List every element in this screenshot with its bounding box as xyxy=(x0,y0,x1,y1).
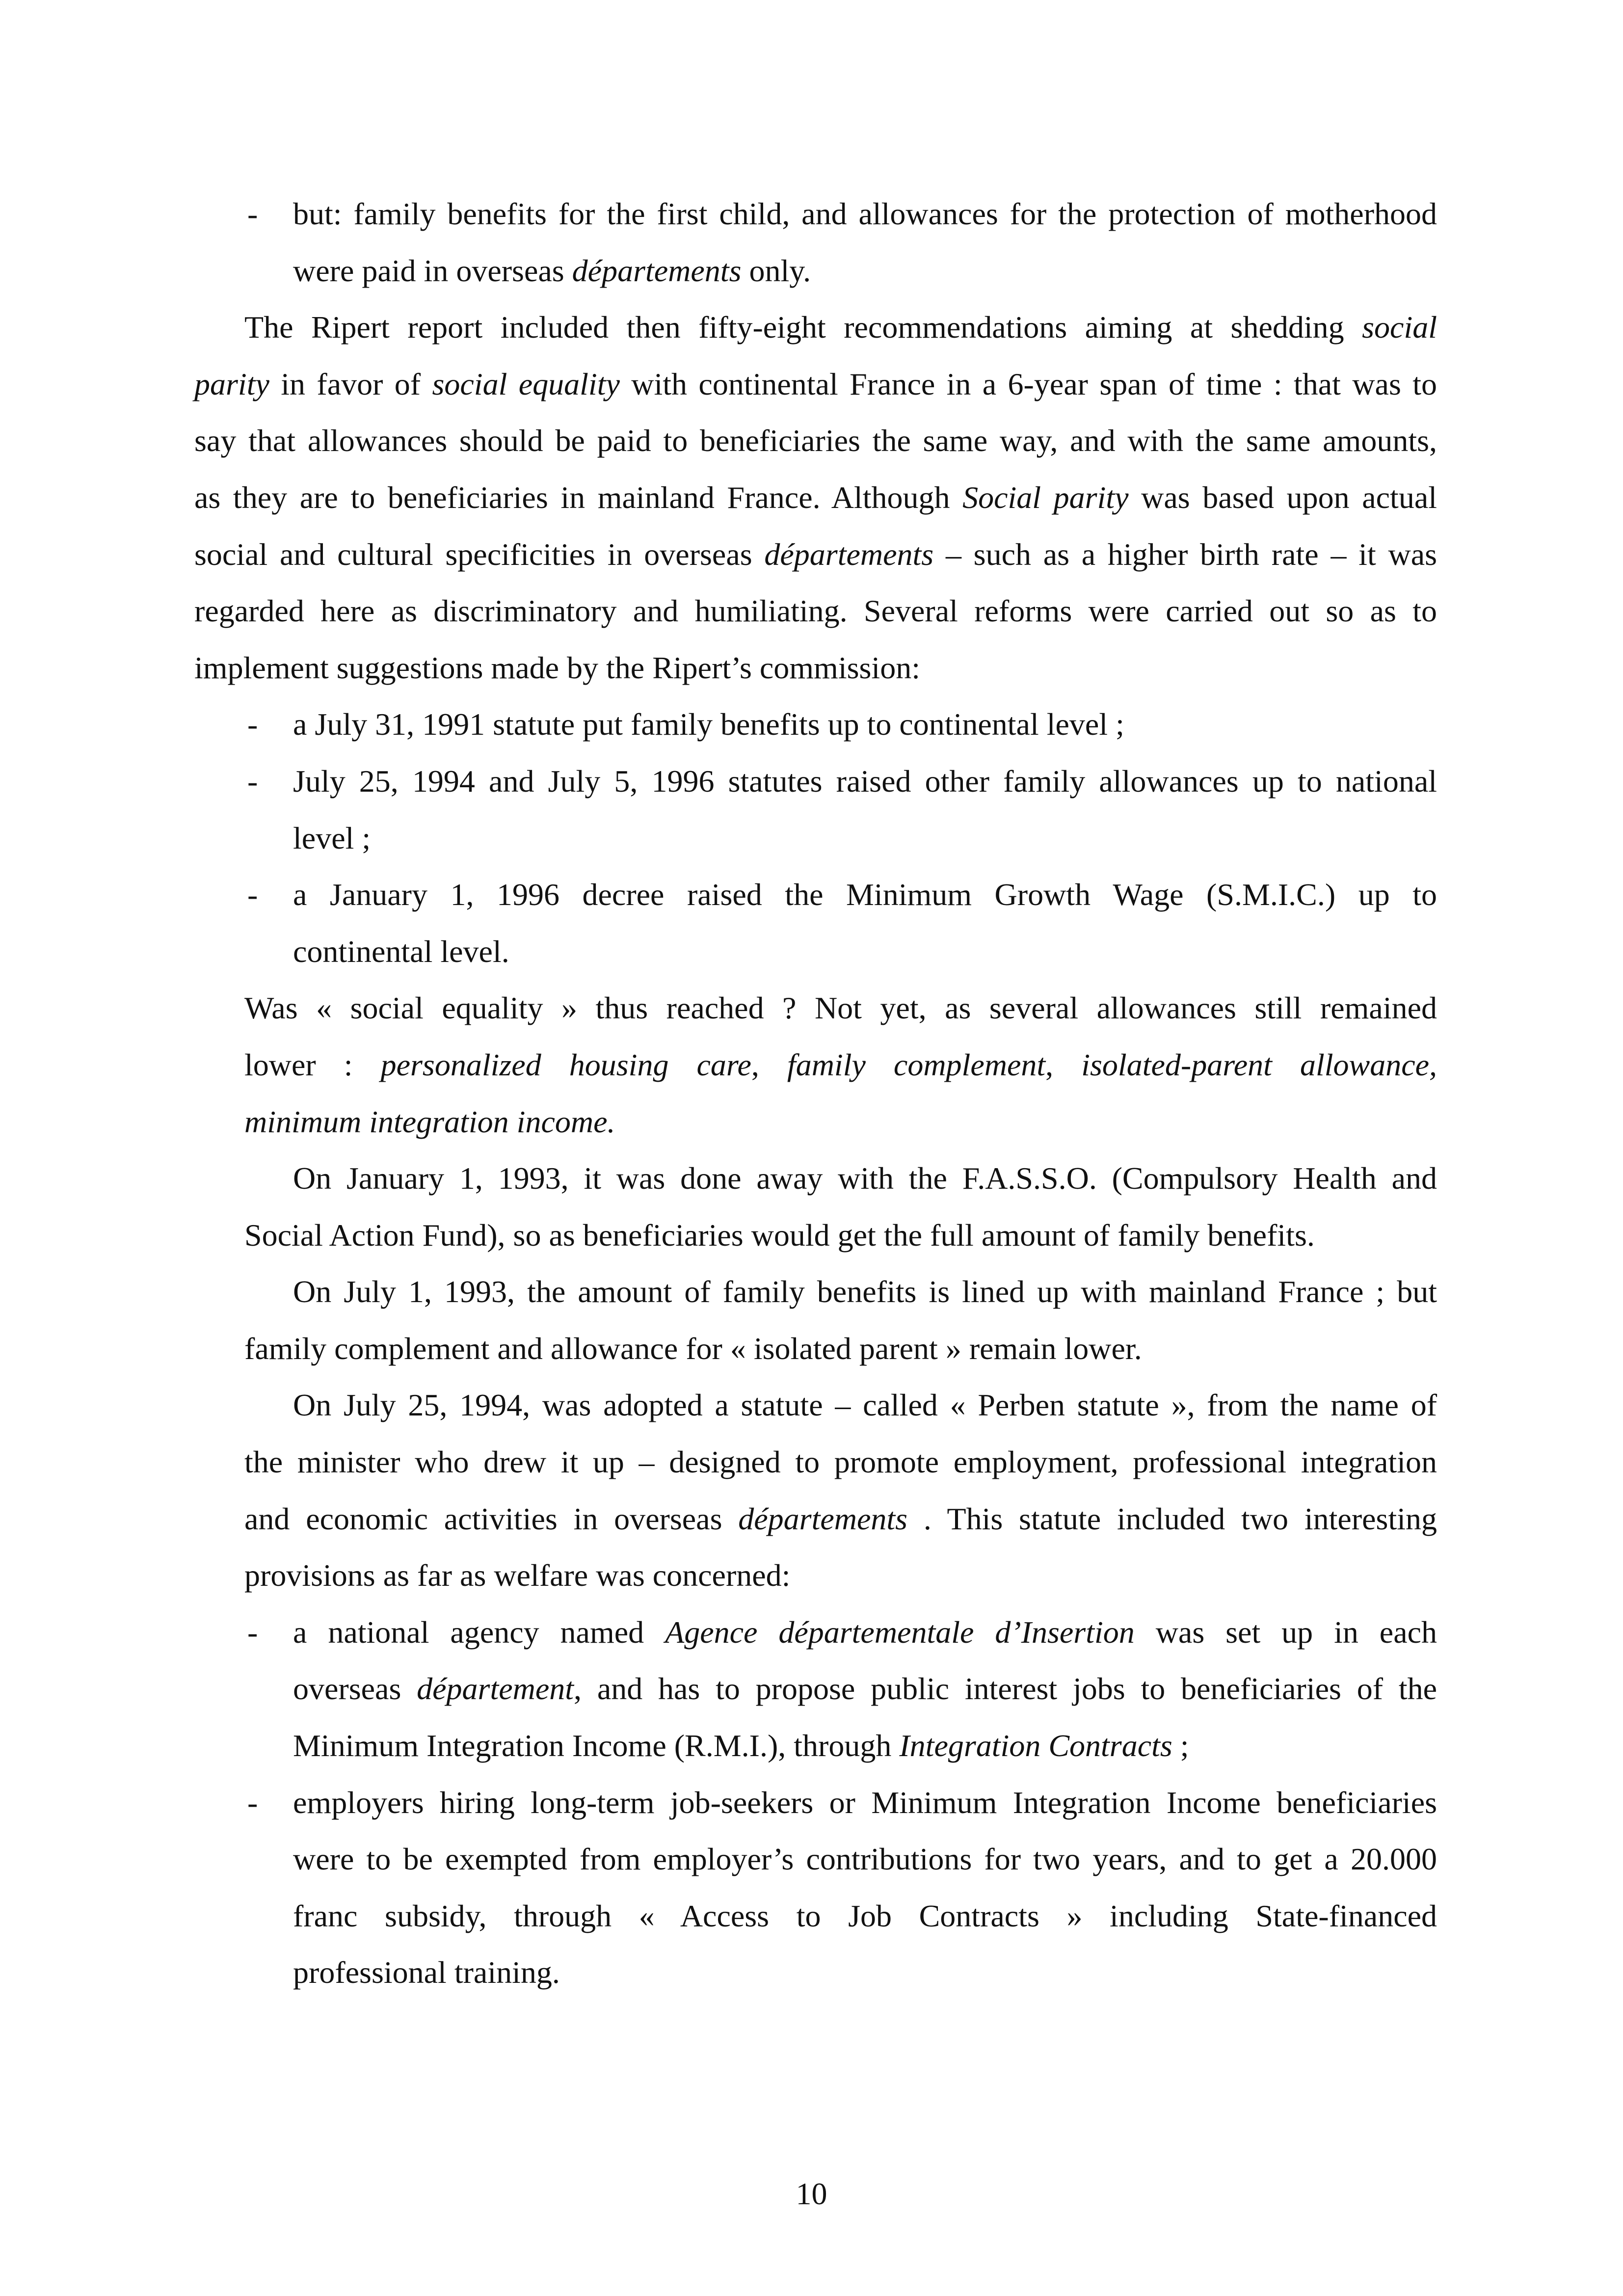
text-line xyxy=(293,242,1437,299)
text-line xyxy=(244,1094,1437,1150)
text-run: professional training. xyxy=(293,1955,560,1990)
text-run: lower : xyxy=(244,1047,381,1082)
text-line xyxy=(244,1320,1437,1377)
text-run: was based upon actual xyxy=(1128,480,1437,515)
bullet-dash-marker: - xyxy=(247,707,258,742)
text-line xyxy=(247,753,1437,810)
italic-text: isolated-parent allowance, xyxy=(1081,1047,1437,1082)
text-run: ; xyxy=(1172,1728,1189,1763)
text-run: social and cultural specificities in overseas xyxy=(194,536,765,572)
text-run: was set up in each xyxy=(1134,1614,1437,1650)
bullet-item xyxy=(0,753,1623,866)
text-run: On January 1, 1993, it was done away with the F.A.S.S.O. (Compulsory Health and xyxy=(293,1161,1437,1196)
text-line xyxy=(293,1831,1437,1888)
text-run: a July 31, 1991 statute put family benefits up to continental level ; xyxy=(293,707,1124,742)
italic-text: Integration Contracts xyxy=(899,1728,1172,1763)
text-run: were to be exempted from employer’s contributions for two years, and to get a 20.000 xyxy=(293,1842,1437,1877)
italic-text: minimum integration income. xyxy=(244,1104,615,1139)
text-line xyxy=(244,299,1437,356)
text-line xyxy=(247,696,1437,753)
text-run: , and has to propose public interest jobs to beneficiaries of the xyxy=(574,1671,1437,1707)
text-run: as they are to beneficiaries in mainland France. Although xyxy=(194,480,963,515)
text-run: The Ripert report included then fifty-eight recommendations aiming at shedding xyxy=(244,310,1362,345)
italic-text: département xyxy=(417,1671,574,1707)
text-run: but: family benefits for the first child, and allowances for the protection of motherhood xyxy=(293,196,1437,231)
text-line xyxy=(247,866,1437,923)
text-run: franc subsidy, through « Access to Job Contracts » including State-financed xyxy=(293,1898,1437,1933)
paragraph xyxy=(0,1263,1623,1377)
text-line xyxy=(244,1547,1437,1604)
text-run: Social Action Fund), so as beneficiaries would get the full amount of family benefits. xyxy=(244,1217,1315,1253)
text-line xyxy=(293,1888,1437,1945)
page-number: 10 xyxy=(796,2176,827,2211)
italic-text: social equality xyxy=(432,366,620,401)
text-line xyxy=(247,1604,1437,1661)
bullet-dash-marker: - xyxy=(247,1614,258,1650)
text-run: the minister who drew it up – designed to promote employment, professional integration xyxy=(244,1444,1437,1480)
text-line xyxy=(194,583,1437,640)
bullet-item xyxy=(0,1604,1623,1774)
text-line xyxy=(194,526,1437,583)
text-line xyxy=(194,356,1437,413)
text-line xyxy=(293,1660,1437,1717)
text-line xyxy=(194,640,1437,696)
italic-text: Social parity xyxy=(962,480,1129,515)
text-run: On July 1, 1993, the amount of family benefits is lined up with mainland France ; but xyxy=(293,1274,1437,1309)
text-run: with continental France in a 6-year span of time : that was to xyxy=(619,366,1437,401)
text-line xyxy=(293,1377,1437,1434)
document-body xyxy=(0,186,1623,2001)
text-run: Was « social equality » thus reached ? Not yet, as several allowances still remained xyxy=(244,990,1437,1026)
italic-text: Agence départementale d’Insertion xyxy=(665,1614,1135,1650)
text-run: say that allowances should be paid to beneficiaries the same way, and with the same amounts, xyxy=(194,423,1437,458)
text-line xyxy=(194,412,1437,469)
text-run: . This statute included two interesting xyxy=(907,1501,1437,1536)
italic-text: départements xyxy=(764,536,934,572)
bullet-dash-marker: - xyxy=(247,1785,258,1820)
paragraph xyxy=(0,1150,1623,1263)
text-run: , xyxy=(1045,1047,1082,1082)
text-run: a national agency named xyxy=(293,1614,665,1650)
italic-text: personalized housing care xyxy=(380,1047,751,1082)
italic-text: départements xyxy=(572,253,742,288)
italic-text: départements xyxy=(738,1501,908,1536)
bullet-item xyxy=(0,696,1623,753)
text-run: Minimum Integration Income (R.M.I.), through xyxy=(293,1728,900,1763)
bullet-dash-marker: - xyxy=(247,763,258,799)
text-run: , xyxy=(751,1047,787,1082)
text-run: and economic activities in overseas xyxy=(244,1501,739,1536)
text-line xyxy=(244,1434,1437,1491)
text-run: continental level. xyxy=(293,934,509,969)
text-line xyxy=(293,1150,1437,1207)
text-line xyxy=(293,810,1437,867)
text-line xyxy=(293,1263,1437,1320)
text-run: only. xyxy=(741,253,811,288)
text-run: in favor of xyxy=(269,366,432,401)
text-line xyxy=(293,1944,1437,2001)
text-run: On July 25, 1994, was adopted a statute – called « Perben statute », from the name of xyxy=(293,1388,1437,1423)
text-line xyxy=(244,1207,1437,1264)
text-run: regarded here as discriminatory and humiliating. Several reforms were carried out so as to xyxy=(194,593,1437,629)
text-line xyxy=(293,1717,1437,1774)
text-line xyxy=(244,1491,1437,1548)
italic-text: parity xyxy=(194,366,269,401)
text-line xyxy=(244,1037,1437,1094)
text-run: were paid in overseas xyxy=(293,253,572,288)
bullet-item xyxy=(0,186,1623,299)
text-run: level ; xyxy=(293,820,371,855)
bullet-dash-marker: - xyxy=(247,196,258,231)
text-run: employers hiring long-term job-seekers or Minimum Integration Income beneficiaries xyxy=(293,1785,1437,1820)
text-run: implement suggestions made by the Ripert’s commission: xyxy=(194,650,920,685)
text-line xyxy=(247,186,1437,242)
text-line xyxy=(293,923,1437,980)
paragraph xyxy=(0,299,1623,696)
text-run: a January 1, 1996 decree raised the Minimum Growth Wage (S.M.I.C.) up to xyxy=(293,877,1437,912)
text-run: July 25, 1994 and July 5, 1996 statutes raised other family allowances up to national xyxy=(293,763,1437,799)
text-line xyxy=(244,980,1437,1037)
text-run: provisions as far as welfare was concerned: xyxy=(244,1558,791,1593)
text-line xyxy=(194,469,1437,526)
bullet-dash-marker: - xyxy=(247,877,258,912)
text-run: overseas xyxy=(293,1671,417,1707)
text-run: family complement and allowance for « isolated parent » remain lower. xyxy=(244,1331,1142,1366)
paragraph xyxy=(0,1377,1623,1603)
bullet-item xyxy=(0,866,1623,980)
italic-text: social xyxy=(1362,310,1437,345)
paragraph xyxy=(0,980,1623,1150)
bullet-item xyxy=(0,1774,1623,2001)
text-line xyxy=(247,1774,1437,1831)
text-run: – such as a higher birth rate – it was xyxy=(933,536,1437,572)
italic-text: family complement xyxy=(787,1047,1046,1082)
